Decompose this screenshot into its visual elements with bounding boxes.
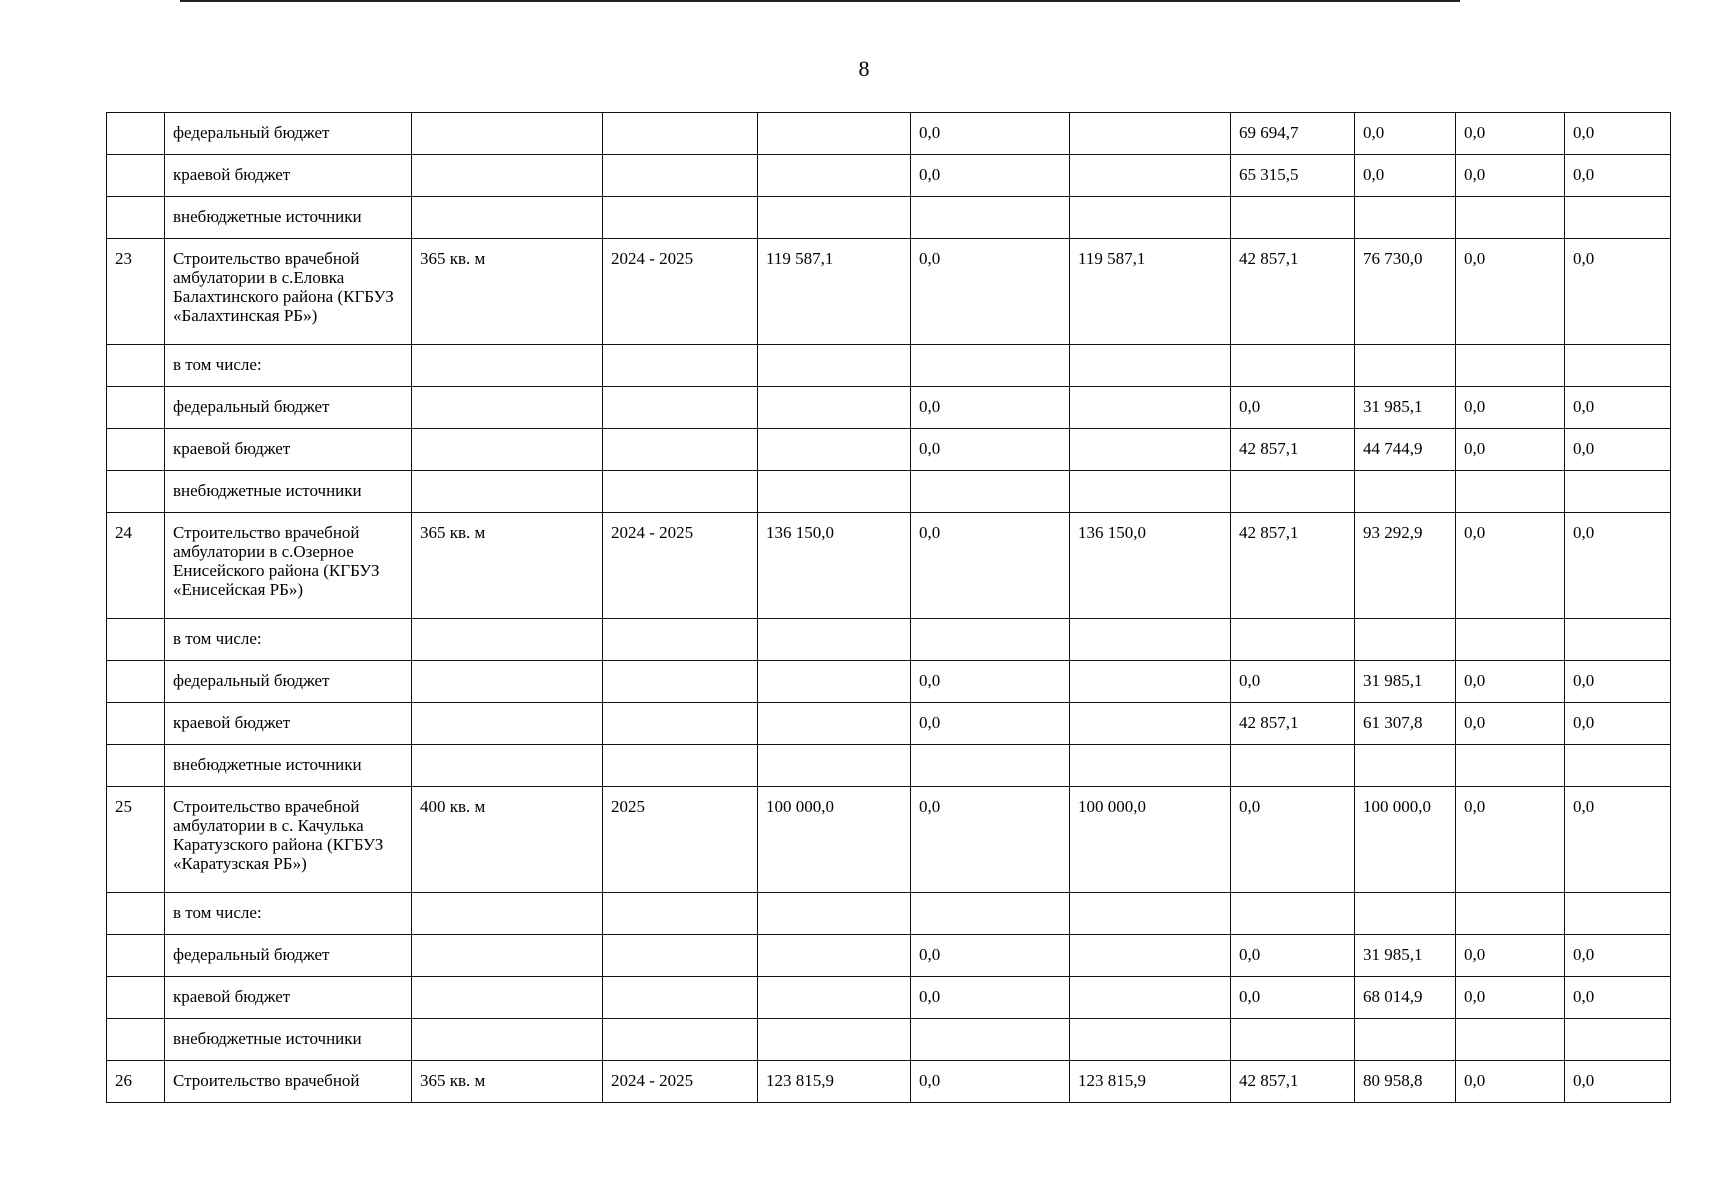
amount-cell-6: 0,0 xyxy=(1565,787,1671,893)
amount-cell-1 xyxy=(911,1019,1070,1061)
page-number: 8 xyxy=(858,56,870,81)
total-cell: 136 150,0 xyxy=(758,513,911,619)
amount-cell-2: 136 150,0 xyxy=(1070,513,1231,619)
capacity-cell xyxy=(412,429,603,471)
amount-cell-5: 0,0 xyxy=(1456,703,1565,745)
row-number-cell xyxy=(107,703,165,745)
amount-cell-4 xyxy=(1355,345,1456,387)
amount-cell-3 xyxy=(1231,1019,1355,1061)
row-number-cell: 26 xyxy=(107,1061,165,1103)
amount-cell-6: 0,0 xyxy=(1565,661,1671,703)
amount-cell-3: 42 857,1 xyxy=(1231,703,1355,745)
amount-cell-4 xyxy=(1355,197,1456,239)
period-cell: 2024 - 2025 xyxy=(603,513,758,619)
table-row xyxy=(107,197,1671,239)
capacity-cell xyxy=(412,387,603,429)
capacity-cell xyxy=(412,745,603,787)
amount-cell-5: 0,0 xyxy=(1456,513,1565,619)
amount-cell-5: 0,0 xyxy=(1456,239,1565,345)
amount-cell-2: 123 815,9 xyxy=(1070,1061,1231,1103)
item-name-cell: федеральный бюджет xyxy=(165,113,412,155)
total-cell xyxy=(758,471,911,513)
amount-cell-1: 0,0 xyxy=(911,239,1070,345)
capacity-cell xyxy=(412,197,603,239)
period-cell xyxy=(603,893,758,935)
capacity-cell: 365 кв. м xyxy=(412,1061,603,1103)
item-name-cell: в том числе: xyxy=(165,619,412,661)
amount-cell-5: 0,0 xyxy=(1456,935,1565,977)
row-number-cell xyxy=(107,745,165,787)
period-cell xyxy=(603,429,758,471)
budget-table xyxy=(106,112,1671,1103)
row-number-cell xyxy=(107,935,165,977)
amount-cell-4: 76 730,0 xyxy=(1355,239,1456,345)
total-cell xyxy=(758,197,911,239)
table-row xyxy=(107,787,1671,893)
amount-cell-4: 93 292,9 xyxy=(1355,513,1456,619)
total-cell xyxy=(758,429,911,471)
item-name-cell: Строительство врачебной амбулатории в с.Озерное Енисейского района (КГБУЗ «Енисейская РБ») xyxy=(165,513,412,619)
total-cell: 123 815,9 xyxy=(758,1061,911,1103)
amount-cell-3: 69 694,7 xyxy=(1231,113,1355,155)
period-cell xyxy=(603,745,758,787)
table-row xyxy=(107,1061,1671,1103)
amount-cell-6 xyxy=(1565,893,1671,935)
amount-cell-1 xyxy=(911,893,1070,935)
table-row xyxy=(107,703,1671,745)
capacity-cell xyxy=(412,619,603,661)
item-name-cell: Строительство врачебной амбулатории в с.Еловка Балахтинского района (КГБУЗ «Балахтинская РБ») xyxy=(165,239,412,345)
amount-cell-4: 0,0 xyxy=(1355,155,1456,197)
item-name-cell: внебюджетные источники xyxy=(165,1019,412,1061)
amount-cell-5: 0,0 xyxy=(1456,387,1565,429)
amount-cell-5: 0,0 xyxy=(1456,787,1565,893)
table-row xyxy=(107,345,1671,387)
period-cell xyxy=(603,619,758,661)
period-cell xyxy=(603,703,758,745)
amount-cell-2 xyxy=(1070,977,1231,1019)
row-number-cell xyxy=(107,113,165,155)
item-name-cell: краевой бюджет xyxy=(165,703,412,745)
period-cell xyxy=(603,345,758,387)
amount-cell-3 xyxy=(1231,893,1355,935)
amount-cell-5: 0,0 xyxy=(1456,113,1565,155)
item-name-cell: Строительство врачебной амбулатории в с. Качулька Каратузского района (КГБУЗ «Каратузская РБ») xyxy=(165,787,412,893)
capacity-cell: 400 кв. м xyxy=(412,787,603,893)
amount-cell-6: 0,0 xyxy=(1565,155,1671,197)
item-name-cell: внебюджетные источники xyxy=(165,471,412,513)
amount-cell-2: 119 587,1 xyxy=(1070,239,1231,345)
period-cell xyxy=(603,113,758,155)
amount-cell-3: 0,0 xyxy=(1231,787,1355,893)
amount-cell-3 xyxy=(1231,345,1355,387)
amount-cell-4 xyxy=(1355,471,1456,513)
amount-cell-5 xyxy=(1456,471,1565,513)
item-name-cell: федеральный бюджет xyxy=(165,387,412,429)
table-row xyxy=(107,619,1671,661)
item-name-cell: Строительство врачебной xyxy=(165,1061,412,1103)
capacity-cell: 365 кв. м xyxy=(412,239,603,345)
table-row xyxy=(107,387,1671,429)
total-cell xyxy=(758,345,911,387)
amount-cell-1: 0,0 xyxy=(911,935,1070,977)
top-rule xyxy=(180,0,1460,2)
amount-cell-6: 0,0 xyxy=(1565,429,1671,471)
table-row xyxy=(107,513,1671,619)
amount-cell-1: 0,0 xyxy=(911,977,1070,1019)
amount-cell-6 xyxy=(1565,197,1671,239)
amount-cell-6: 0,0 xyxy=(1565,239,1671,345)
amount-cell-2 xyxy=(1070,197,1231,239)
table-row xyxy=(107,935,1671,977)
amount-cell-4: 44 744,9 xyxy=(1355,429,1456,471)
capacity-cell xyxy=(412,155,603,197)
amount-cell-3: 0,0 xyxy=(1231,387,1355,429)
row-number-cell xyxy=(107,619,165,661)
total-cell xyxy=(758,113,911,155)
table-row xyxy=(107,239,1671,345)
amount-cell-3 xyxy=(1231,471,1355,513)
amount-cell-6: 0,0 xyxy=(1565,1061,1671,1103)
item-name-cell: краевой бюджет xyxy=(165,977,412,1019)
row-number-cell xyxy=(107,1019,165,1061)
amount-cell-2 xyxy=(1070,155,1231,197)
amount-cell-4 xyxy=(1355,745,1456,787)
amount-cell-3: 42 857,1 xyxy=(1231,429,1355,471)
amount-cell-4: 68 014,9 xyxy=(1355,977,1456,1019)
amount-cell-3: 0,0 xyxy=(1231,935,1355,977)
amount-cell-4: 61 307,8 xyxy=(1355,703,1456,745)
amount-cell-6 xyxy=(1565,345,1671,387)
row-number-cell xyxy=(107,197,165,239)
table-row xyxy=(107,155,1671,197)
row-number-cell: 24 xyxy=(107,513,165,619)
amount-cell-4: 80 958,8 xyxy=(1355,1061,1456,1103)
table-row xyxy=(107,661,1671,703)
amount-cell-1: 0,0 xyxy=(911,429,1070,471)
row-number-cell: 25 xyxy=(107,787,165,893)
amount-cell-4: 100 000,0 xyxy=(1355,787,1456,893)
amount-cell-1: 0,0 xyxy=(911,703,1070,745)
amount-cell-6: 0,0 xyxy=(1565,977,1671,1019)
amount-cell-6 xyxy=(1565,1019,1671,1061)
amount-cell-5 xyxy=(1456,745,1565,787)
item-name-cell: внебюджетные источники xyxy=(165,197,412,239)
amount-cell-1: 0,0 xyxy=(911,113,1070,155)
table-row xyxy=(107,745,1671,787)
amount-cell-6: 0,0 xyxy=(1565,387,1671,429)
amount-cell-5 xyxy=(1456,893,1565,935)
amount-cell-5: 0,0 xyxy=(1456,977,1565,1019)
amount-cell-3 xyxy=(1231,619,1355,661)
total-cell xyxy=(758,661,911,703)
amount-cell-5: 0,0 xyxy=(1456,429,1565,471)
amount-cell-1: 0,0 xyxy=(911,787,1070,893)
total-cell xyxy=(758,935,911,977)
table-body xyxy=(107,113,1671,1103)
table-row xyxy=(107,893,1671,935)
period-cell xyxy=(603,977,758,1019)
amount-cell-3: 0,0 xyxy=(1231,977,1355,1019)
table-row xyxy=(107,977,1671,1019)
period-cell: 2025 xyxy=(603,787,758,893)
amount-cell-6: 0,0 xyxy=(1565,703,1671,745)
amount-cell-1: 0,0 xyxy=(911,661,1070,703)
period-cell: 2024 - 2025 xyxy=(603,239,758,345)
total-cell: 119 587,1 xyxy=(758,239,911,345)
amount-cell-2 xyxy=(1070,703,1231,745)
amount-cell-1 xyxy=(911,619,1070,661)
amount-cell-3 xyxy=(1231,745,1355,787)
amount-cell-1 xyxy=(911,745,1070,787)
amount-cell-2 xyxy=(1070,661,1231,703)
amount-cell-6 xyxy=(1565,619,1671,661)
period-cell xyxy=(603,661,758,703)
amount-cell-5 xyxy=(1456,619,1565,661)
amount-cell-2 xyxy=(1070,1019,1231,1061)
capacity-cell: 365 кв. м xyxy=(412,513,603,619)
amount-cell-6 xyxy=(1565,745,1671,787)
amount-cell-5 xyxy=(1456,197,1565,239)
amount-cell-1 xyxy=(911,345,1070,387)
amount-cell-4: 31 985,1 xyxy=(1355,387,1456,429)
amount-cell-2 xyxy=(1070,893,1231,935)
amount-cell-2 xyxy=(1070,619,1231,661)
capacity-cell xyxy=(412,935,603,977)
amount-cell-1: 0,0 xyxy=(911,513,1070,619)
table-row xyxy=(107,471,1671,513)
row-number-cell xyxy=(107,429,165,471)
amount-cell-3: 65 315,5 xyxy=(1231,155,1355,197)
row-number-cell xyxy=(107,977,165,1019)
row-number-cell xyxy=(107,471,165,513)
capacity-cell xyxy=(412,977,603,1019)
amount-cell-4 xyxy=(1355,1019,1456,1061)
capacity-cell xyxy=(412,703,603,745)
period-cell: 2024 - 2025 xyxy=(603,1061,758,1103)
amount-cell-3 xyxy=(1231,197,1355,239)
total-cell xyxy=(758,977,911,1019)
period-cell xyxy=(603,387,758,429)
item-name-cell: краевой бюджет xyxy=(165,429,412,471)
amount-cell-1 xyxy=(911,471,1070,513)
item-name-cell: в том числе: xyxy=(165,893,412,935)
item-name-cell: федеральный бюджет xyxy=(165,661,412,703)
capacity-cell xyxy=(412,113,603,155)
amount-cell-2 xyxy=(1070,935,1231,977)
capacity-cell xyxy=(412,893,603,935)
total-cell xyxy=(758,893,911,935)
table-row xyxy=(107,429,1671,471)
capacity-cell xyxy=(412,345,603,387)
amount-cell-3: 0,0 xyxy=(1231,661,1355,703)
amount-cell-6: 0,0 xyxy=(1565,513,1671,619)
row-number-cell xyxy=(107,893,165,935)
amount-cell-1 xyxy=(911,197,1070,239)
total-cell xyxy=(758,1019,911,1061)
amount-cell-1: 0,0 xyxy=(911,1061,1070,1103)
period-cell xyxy=(603,197,758,239)
period-cell xyxy=(603,935,758,977)
total-cell xyxy=(758,387,911,429)
amount-cell-1: 0,0 xyxy=(911,155,1070,197)
amount-cell-6: 0,0 xyxy=(1565,113,1671,155)
amount-cell-6: 0,0 xyxy=(1565,935,1671,977)
total-cell xyxy=(758,619,911,661)
amount-cell-4: 0,0 xyxy=(1355,113,1456,155)
item-name-cell: внебюджетные источники xyxy=(165,745,412,787)
amount-cell-6 xyxy=(1565,471,1671,513)
amount-cell-2 xyxy=(1070,745,1231,787)
amount-cell-5 xyxy=(1456,345,1565,387)
row-number-cell: 23 xyxy=(107,239,165,345)
amount-cell-5: 0,0 xyxy=(1456,155,1565,197)
amount-cell-5 xyxy=(1456,1019,1565,1061)
amount-cell-5: 0,0 xyxy=(1456,1061,1565,1103)
row-number-cell xyxy=(107,661,165,703)
amount-cell-4: 31 985,1 xyxy=(1355,935,1456,977)
row-number-cell xyxy=(107,345,165,387)
amount-cell-4 xyxy=(1355,619,1456,661)
total-cell xyxy=(758,703,911,745)
amount-cell-3: 42 857,1 xyxy=(1231,513,1355,619)
amount-cell-4 xyxy=(1355,893,1456,935)
amount-cell-2 xyxy=(1070,113,1231,155)
period-cell xyxy=(603,471,758,513)
table-row xyxy=(107,1019,1671,1061)
amount-cell-2 xyxy=(1070,345,1231,387)
capacity-cell xyxy=(412,1019,603,1061)
period-cell xyxy=(603,1019,758,1061)
total-cell: 100 000,0 xyxy=(758,787,911,893)
capacity-cell xyxy=(412,661,603,703)
row-number-cell xyxy=(107,387,165,429)
item-name-cell: в том числе: xyxy=(165,345,412,387)
amount-cell-2: 100 000,0 xyxy=(1070,787,1231,893)
amount-cell-2 xyxy=(1070,429,1231,471)
period-cell xyxy=(603,155,758,197)
table-row xyxy=(107,113,1671,155)
total-cell xyxy=(758,155,911,197)
total-cell xyxy=(758,745,911,787)
amount-cell-1: 0,0 xyxy=(911,387,1070,429)
amount-cell-2 xyxy=(1070,471,1231,513)
amount-cell-2 xyxy=(1070,387,1231,429)
row-number-cell xyxy=(107,155,165,197)
capacity-cell xyxy=(412,471,603,513)
amount-cell-3: 42 857,1 xyxy=(1231,1061,1355,1103)
amount-cell-4: 31 985,1 xyxy=(1355,661,1456,703)
amount-cell-3: 42 857,1 xyxy=(1231,239,1355,345)
item-name-cell: федеральный бюджет xyxy=(165,935,412,977)
item-name-cell: краевой бюджет xyxy=(165,155,412,197)
amount-cell-5: 0,0 xyxy=(1456,661,1565,703)
